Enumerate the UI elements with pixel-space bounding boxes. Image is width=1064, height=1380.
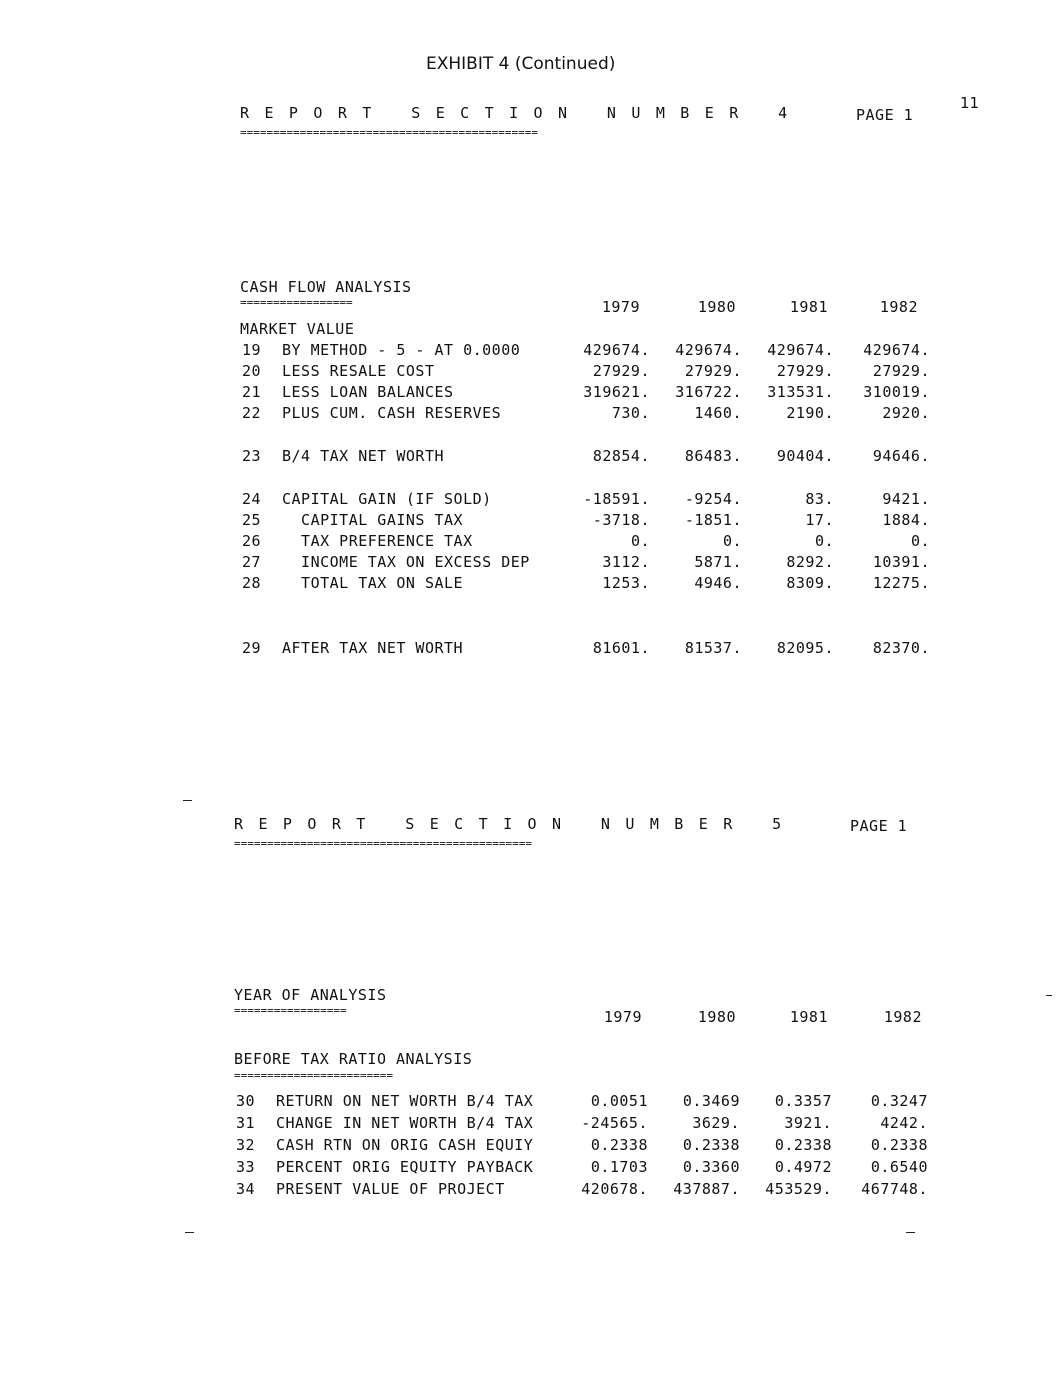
row-number: 25 [242, 511, 262, 529]
row-value: 3112. [602, 553, 650, 571]
row-label: RETURN ON NET WORTH B/4 TAX [276, 1092, 534, 1110]
row-value: 86483. [684, 447, 742, 465]
section5-heading: R E P O R T S E C T I O N N U M B E R 5 [234, 815, 785, 833]
row-value: 0.1703 [590, 1158, 648, 1176]
row-value: 0. [814, 532, 834, 550]
row-value: 0.2338 [774, 1136, 832, 1154]
row-label: AFTER TAX NET WORTH [282, 639, 464, 657]
row-value: 3921. [784, 1114, 832, 1132]
row-label: CASH RTN ON ORIG CASH EQUIY [276, 1136, 534, 1154]
row-value: 0.3360 [682, 1158, 740, 1176]
row-value: 27929. [776, 362, 834, 380]
row-value: 9421. [882, 490, 930, 508]
s5-year-1980: 1980 [697, 1008, 736, 1026]
s4-year-1981: 1981 [789, 298, 828, 316]
row-value: 27929. [684, 362, 742, 380]
s4-year-1979: 1979 [601, 298, 640, 316]
cash-flow-title-rule: ================= [240, 296, 353, 309]
before-tax-subheading: BEFORE TAX RATIO ANALYSIS [234, 1050, 473, 1068]
row-value: 0.3469 [682, 1092, 740, 1110]
row-value: 730. [611, 404, 650, 422]
row-value: 2190. [786, 404, 834, 422]
row-value: -9254. [684, 490, 742, 508]
row-number: 31 [236, 1114, 256, 1132]
row-value: 17. [805, 511, 834, 529]
row-value: 8292. [786, 553, 834, 571]
before-tax-subheading-rule: ======================== [234, 1069, 393, 1082]
row-label: TOTAL TAX ON SALE [282, 574, 464, 592]
row-value: 81601. [592, 639, 650, 657]
row-value: 0.4972 [774, 1158, 832, 1176]
row-value: 27929. [592, 362, 650, 380]
row-value: 1884. [882, 511, 930, 529]
section5-heading-rule: ============================================= [234, 837, 533, 850]
margin-mark [1046, 995, 1052, 996]
row-value: 0.6540 [870, 1158, 928, 1176]
row-number: 22 [242, 404, 262, 422]
row-value: 1253. [602, 574, 650, 592]
row-value: 429674. [863, 341, 930, 359]
row-value: 0. [722, 532, 742, 550]
page-number: 11 [960, 94, 980, 112]
row-value: 4242. [880, 1114, 928, 1132]
row-label: CAPITAL GAINS TAX [282, 511, 464, 529]
row-value: 453529. [765, 1180, 832, 1198]
row-value: 429674. [675, 341, 742, 359]
margin-mark [185, 1232, 194, 1233]
row-value: -1851. [684, 511, 742, 529]
section5-page-label: PAGE 1 [850, 817, 908, 835]
section4-heading-rule: ============================================= [240, 126, 539, 139]
row-value: 90404. [776, 447, 834, 465]
row-value: 27929. [872, 362, 930, 380]
row-number: 28 [242, 574, 262, 592]
row-value: 3629. [692, 1114, 740, 1132]
section4-heading: R E P O R T S E C T I O N N U M B E R 4 [240, 104, 791, 122]
row-number: 33 [236, 1158, 256, 1176]
row-value: -3718. [592, 511, 650, 529]
s4-year-1980: 1980 [697, 298, 736, 316]
row-value: 0.2338 [590, 1136, 648, 1154]
market-value-subheading: MARKET VALUE [240, 320, 355, 338]
row-label: TAX PREFERENCE TAX [282, 532, 473, 550]
row-value: 316722. [675, 383, 742, 401]
s5-year-1979: 1979 [603, 1008, 642, 1026]
section4-page-label: PAGE 1 [856, 106, 914, 124]
year-of-analysis-rule: ================= [234, 1004, 347, 1017]
row-value: 313531. [767, 383, 834, 401]
row-label: LESS LOAN BALANCES [282, 383, 454, 401]
s5-year-1982: 1982 [883, 1008, 922, 1026]
row-number: 19 [242, 341, 262, 359]
row-number: 29 [242, 639, 262, 657]
row-value: 0.2338 [870, 1136, 928, 1154]
row-value: 4946. [694, 574, 742, 592]
row-number: 24 [242, 490, 262, 508]
s4-year-1982: 1982 [879, 298, 918, 316]
margin-mark [906, 1232, 915, 1233]
row-value: -24565. [581, 1114, 648, 1132]
row-value: 5871. [694, 553, 742, 571]
row-value: 429674. [767, 341, 834, 359]
row-value: 437887. [673, 1180, 740, 1198]
row-label: LESS RESALE COST [282, 362, 435, 380]
row-number: 30 [236, 1092, 256, 1110]
row-value: 420678. [581, 1180, 648, 1198]
row-value: 8309. [786, 574, 834, 592]
row-number: 21 [242, 383, 262, 401]
row-number: 26 [242, 532, 262, 550]
year-of-analysis-title: YEAR OF ANALYSIS [234, 986, 387, 1004]
row-value: 0.3247 [870, 1092, 928, 1110]
row-number: 27 [242, 553, 262, 571]
row-label: CAPITAL GAIN (IF SOLD) [282, 490, 492, 508]
s5-year-1981: 1981 [789, 1008, 828, 1026]
row-number: 34 [236, 1180, 256, 1198]
row-label: CHANGE IN NET WORTH B/4 TAX [276, 1114, 534, 1132]
row-value: 0. [630, 532, 650, 550]
row-value: 319621. [583, 383, 650, 401]
row-label: INCOME TAX ON EXCESS DEP [282, 553, 530, 571]
row-label: PLUS CUM. CASH RESERVES [282, 404, 502, 422]
row-value: 82095. [776, 639, 834, 657]
row-value: 310019. [863, 383, 930, 401]
row-value: -18591. [583, 490, 650, 508]
row-value: 0.0051 [590, 1092, 648, 1110]
cash-flow-title: CASH FLOW ANALYSIS [240, 278, 412, 296]
row-value: 0. [910, 532, 930, 550]
row-value: 82370. [872, 639, 930, 657]
margin-mark [183, 800, 192, 801]
row-value: 467748. [861, 1180, 928, 1198]
row-value: 1460. [694, 404, 742, 422]
row-value: 81537. [684, 639, 742, 657]
row-number: 23 [242, 447, 262, 465]
row-value: 429674. [583, 341, 650, 359]
row-value: 94646. [872, 447, 930, 465]
row-label: B/4 TAX NET WORTH [282, 447, 445, 465]
row-value: 83. [805, 490, 834, 508]
row-value: 82854. [592, 447, 650, 465]
row-value: 0.2338 [682, 1136, 740, 1154]
row-number: 32 [236, 1136, 256, 1154]
row-label: PRESENT VALUE OF PROJECT [276, 1180, 505, 1198]
row-value: 10391. [872, 553, 930, 571]
row-value: 0.3357 [774, 1092, 832, 1110]
row-value: 12275. [872, 574, 930, 592]
row-number: 20 [242, 362, 262, 380]
row-value: 2920. [882, 404, 930, 422]
exhibit-title: EXHIBIT 4 (Continued) [426, 54, 616, 74]
row-label: BY METHOD - 5 - AT 0.0000 [282, 341, 521, 359]
row-label: PERCENT ORIG EQUITY PAYBACK [276, 1158, 534, 1176]
